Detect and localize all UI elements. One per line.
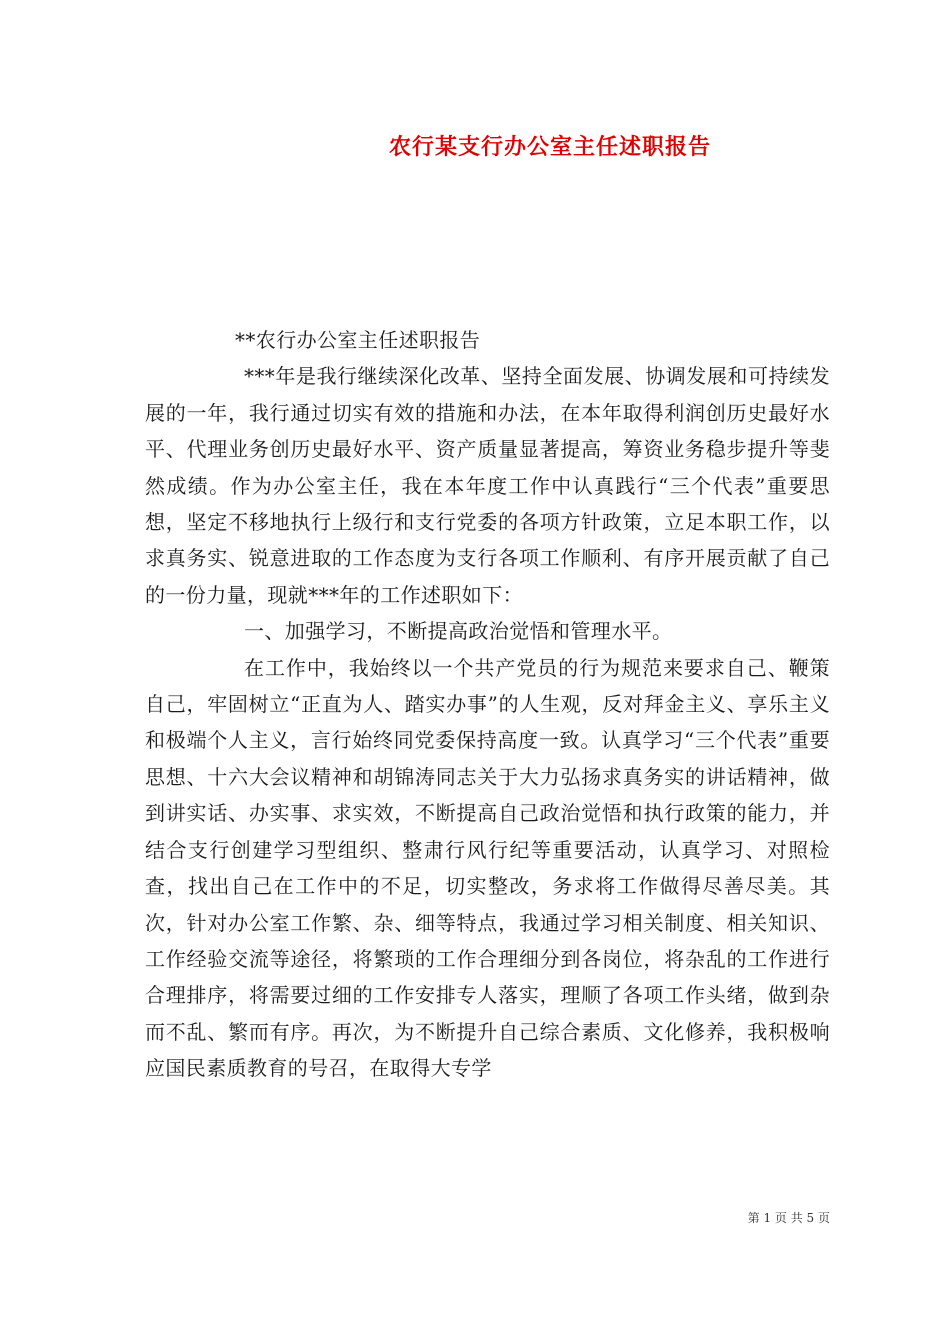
paragraph-intro: ***年是我行继续深化改革、坚持全面发展、协调发展和可持续发展的一年，我行通过切实有效的措施和办法，在本年取得利润创历史最好水平、代理业务创历史最好水平、资产质量显著提高，筹资业务稳步提升等斐然成绩。作为办公室主任，我在本年度工作中认真践行“三个代表”重要思想，坚定不移地执行上级行和支行党委的各项方针政策，立足本职工作，以求真务实、锐意进取的工作态度为支行各项工作顺利、有序开展贡献了自己的一份力量，现就***年的工作述职如下： bbox=[145, 364, 830, 607]
document-subtitle: **农行办公室主任述职报告 bbox=[235, 328, 481, 352]
document-body bbox=[145, 322, 830, 1087]
paragraph-section-1: 在工作中，我始终以一个共产党员的行为规范来要求自己、鞭策自己，牢固树立“正直为人、踏实办事”的人生观，反对拜金主义、享乐主义和极端个人主义，言行始终同党委保持高度一致。认真学习“三个代表”重要思想、十六大会议精神和胡锦涛同志关于大力弘扬求真务实的讲话精神，做到讲实话、办实事、求实效，不断提高自己政治觉悟和执行政策的能力，并结合支行创建学习型组织、整肃行风行纪等重要活动，认真学习、对照检查，找出自己在工作中的不足，切实整改，务求将工作做得尽善尽美。其次，针对办公室工作繁、杂、细等特点，我通过学习相关制度、相关知识、工作经验交流等途径，将繁琐的工作合理细分到各岗位，将杂乱的工作进行合理排序，将需要过细的工作安排专人落实，理顺了各项工作头绪，做到杂而不乱、繁而有序。再次，为不断提升自己综合素质、文化修养，我积极响应国民素质教育的号召，在取得大专学 bbox=[145, 655, 830, 1081]
document-title: 农行某支行办公室主任述职报告 bbox=[388, 134, 711, 160]
page-indicator: 第 1 页 共 5 页 bbox=[747, 1211, 830, 1225]
section-heading-1: 一、加强学习，不断提高政治觉悟和管理水平。 bbox=[244, 619, 673, 644]
